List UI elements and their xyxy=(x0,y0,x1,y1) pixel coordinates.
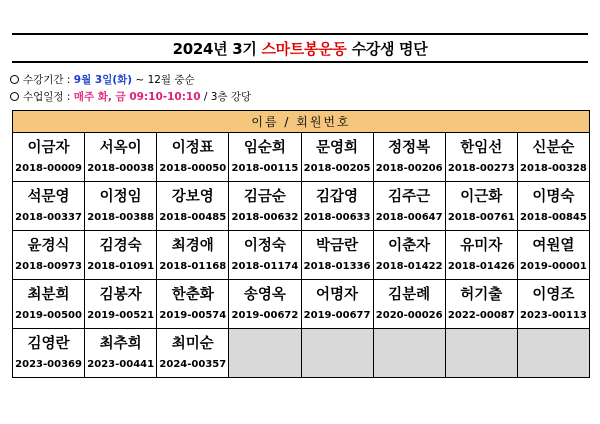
student-cell xyxy=(85,231,157,280)
student-cell xyxy=(517,231,589,280)
title-prefix: 2024년 3기 xyxy=(172,39,262,58)
member-number: 2018-00205 xyxy=(303,163,371,174)
member-number: 2018-00050 xyxy=(159,163,227,174)
member-number: 2023-00113 xyxy=(520,310,587,321)
student-cell xyxy=(445,133,517,182)
empty-cell xyxy=(517,329,589,378)
student-name: 이명숙 xyxy=(532,189,575,205)
student-cell xyxy=(229,280,301,329)
student-name: 이근화 xyxy=(460,189,503,205)
student-cell xyxy=(13,182,85,231)
student-cell xyxy=(157,182,229,231)
student-cell xyxy=(445,182,517,231)
student-name: 서옥이 xyxy=(99,140,142,156)
bullet-circle-icon xyxy=(10,92,19,101)
member-number: 2018-00485 xyxy=(159,212,227,223)
student-cell xyxy=(157,280,229,329)
student-name: 이금자 xyxy=(27,140,70,156)
student-name: 석문영 xyxy=(27,189,70,205)
member-number: 2018-01426 xyxy=(447,261,515,272)
student-name: 이정임 xyxy=(99,189,142,205)
student-cell xyxy=(85,182,157,231)
member-number: 2018-00328 xyxy=(520,163,587,174)
student-cell xyxy=(301,133,373,182)
roster-body xyxy=(13,133,590,378)
member-number: 2019-00500 xyxy=(15,310,82,321)
student-cell xyxy=(13,280,85,329)
student-name: 김영란 xyxy=(27,336,70,352)
course-period-rest: ~ 12월 중순 xyxy=(132,74,195,86)
student-cell xyxy=(301,280,373,329)
student-cell xyxy=(301,231,373,280)
member-number: 2018-01091 xyxy=(87,261,155,272)
student-cell xyxy=(445,231,517,280)
table-row xyxy=(13,182,590,231)
member-number: 2018-00633 xyxy=(303,212,371,223)
member-number: 2018-00206 xyxy=(375,163,443,174)
member-number: 2018-01168 xyxy=(159,261,227,272)
empty-cell xyxy=(229,329,301,378)
course-period-line xyxy=(10,72,195,87)
student-cell xyxy=(85,329,157,378)
student-name: 이영조 xyxy=(532,287,575,303)
student-cell xyxy=(373,182,445,231)
student-name: 이정숙 xyxy=(243,238,286,254)
student-name: 여원열 xyxy=(532,238,575,254)
student-name: 어명자 xyxy=(316,287,359,303)
student-cell xyxy=(517,280,589,329)
member-number: 2019-00677 xyxy=(303,310,371,321)
class-schedule-label: 수업일정 : xyxy=(23,91,74,103)
table-row xyxy=(13,133,590,182)
member-number: 2018-00388 xyxy=(87,212,155,223)
member-number: 2018-00115 xyxy=(231,163,299,174)
student-cell xyxy=(373,231,445,280)
student-cell xyxy=(517,133,589,182)
course-period-label: 수강기간 : xyxy=(23,74,74,86)
student-name: 강보영 xyxy=(171,189,214,205)
bullet-circle-icon xyxy=(10,75,19,84)
member-number: 2018-00038 xyxy=(87,163,155,174)
student-roster-table xyxy=(12,110,590,378)
member-number: 2018-00761 xyxy=(447,212,515,223)
student-cell xyxy=(445,280,517,329)
table-row xyxy=(13,329,590,378)
student-name: 한춘화 xyxy=(171,287,214,303)
member-number: 2018-01336 xyxy=(303,261,371,272)
student-name: 정정복 xyxy=(388,140,431,156)
student-name: 최추희 xyxy=(99,336,142,352)
student-cell xyxy=(301,182,373,231)
class-schedule-value: 매주 화, 금 09:10-10:10 xyxy=(73,91,201,103)
student-cell xyxy=(85,133,157,182)
member-number: 2018-00009 xyxy=(15,163,82,174)
member-number: 2018-01174 xyxy=(231,261,299,272)
member-number: 2018-00973 xyxy=(15,261,82,272)
member-number: 2019-00672 xyxy=(231,310,299,321)
member-number: 2020-00026 xyxy=(375,310,443,321)
student-cell xyxy=(13,231,85,280)
student-cell xyxy=(229,182,301,231)
student-name: 김금순 xyxy=(243,189,286,205)
document-title xyxy=(12,33,588,63)
student-name: 문영희 xyxy=(316,140,359,156)
empty-cell xyxy=(373,329,445,378)
student-cell xyxy=(373,133,445,182)
member-number: 2018-00632 xyxy=(231,212,299,223)
member-number: 2018-00273 xyxy=(447,163,515,174)
member-number: 2022-00087 xyxy=(447,310,515,321)
member-number: 2019-00574 xyxy=(159,310,227,321)
member-number: 2023-00369 xyxy=(15,359,82,370)
student-name: 임순희 xyxy=(243,140,286,156)
class-schedule-rest: / 3층 강당 xyxy=(200,91,252,103)
student-name: 김경숙 xyxy=(99,238,142,254)
member-number: 2024-00357 xyxy=(159,359,227,370)
student-cell xyxy=(229,231,301,280)
student-name: 이정표 xyxy=(171,140,214,156)
student-cell xyxy=(373,280,445,329)
member-number: 2018-00337 xyxy=(15,212,82,223)
member-number: 2019-00521 xyxy=(87,310,155,321)
roster-header: 이름 / 회원번호 xyxy=(13,111,590,133)
student-cell xyxy=(517,182,589,231)
student-name: 김주근 xyxy=(388,189,431,205)
student-name: 최분희 xyxy=(27,287,70,303)
student-cell xyxy=(13,133,85,182)
member-number: 2018-00845 xyxy=(520,212,587,223)
member-number: 2019-00001 xyxy=(520,261,587,272)
student-name: 신분순 xyxy=(532,140,575,156)
member-number: 2023-00441 xyxy=(87,359,155,370)
empty-cell xyxy=(301,329,373,378)
title-highlight: 스마트봉운동 xyxy=(261,39,347,58)
student-cell xyxy=(13,329,85,378)
student-cell xyxy=(157,329,229,378)
student-name: 송영옥 xyxy=(243,287,286,303)
student-name: 최경애 xyxy=(171,238,214,254)
student-name: 김봉자 xyxy=(99,287,142,303)
student-cell xyxy=(85,280,157,329)
student-name: 윤경식 xyxy=(27,238,70,254)
student-name: 허기출 xyxy=(460,287,503,303)
student-name: 김갑영 xyxy=(316,189,359,205)
student-name: 박금란 xyxy=(316,238,359,254)
student-name: 한임선 xyxy=(460,140,503,156)
empty-cell xyxy=(445,329,517,378)
title-suffix: 수강생 명단 xyxy=(346,39,428,58)
table-row xyxy=(13,231,590,280)
student-name: 김분례 xyxy=(388,287,431,303)
class-schedule-line xyxy=(10,89,251,104)
student-cell xyxy=(157,133,229,182)
student-name: 최미순 xyxy=(171,336,214,352)
student-name: 유미자 xyxy=(460,238,503,254)
member-number: 2018-00647 xyxy=(375,212,443,223)
table-row xyxy=(13,280,590,329)
student-cell xyxy=(229,133,301,182)
student-cell xyxy=(157,231,229,280)
member-number: 2018-01422 xyxy=(375,261,443,272)
course-period-value: 9월 3일(화) xyxy=(73,74,133,86)
student-name: 이춘자 xyxy=(388,238,431,254)
